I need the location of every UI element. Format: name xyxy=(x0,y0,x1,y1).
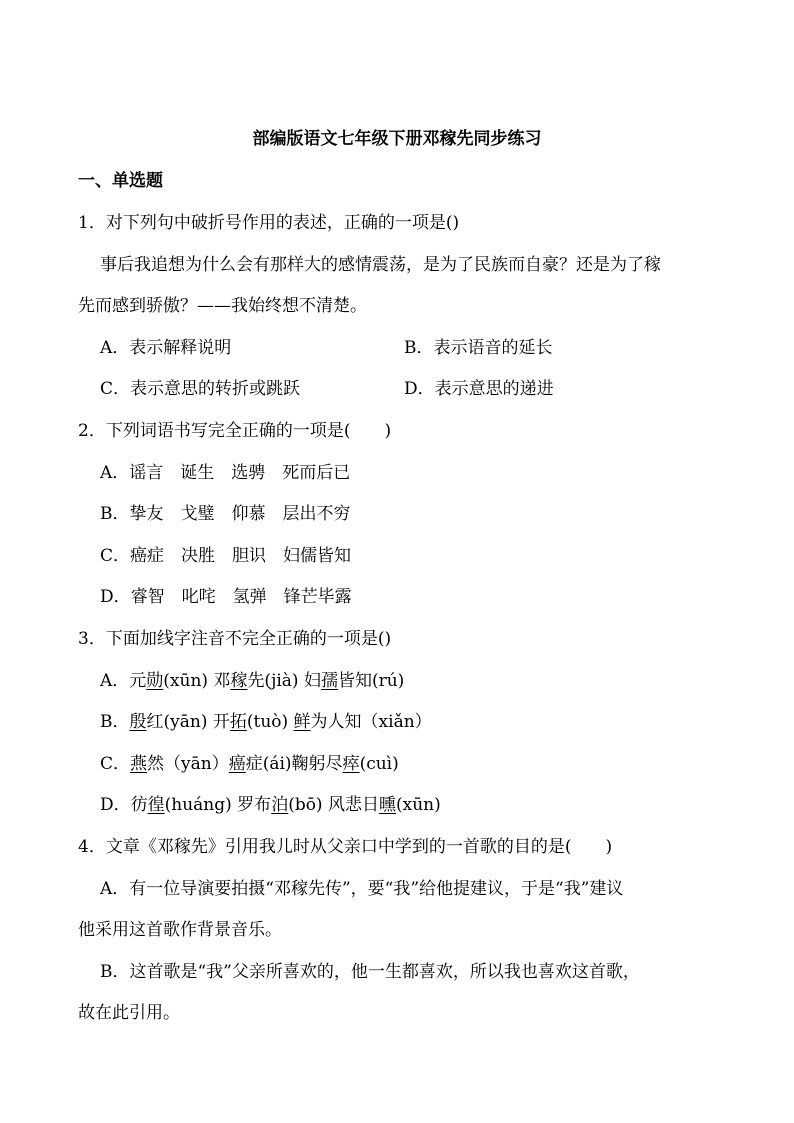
question-4-option-b-line-2: 故在此引用。 xyxy=(78,1003,180,1023)
underlined-character: 泊 xyxy=(271,795,289,815)
underlined-character: 曛 xyxy=(378,795,396,815)
question-2-option-b: B．挚友 戈璧 仰慕 层出不穷 xyxy=(100,504,351,524)
document-title: 部编版语文七年级下册邓稼先同步练习 xyxy=(252,129,542,149)
underlined-character: 鲜 xyxy=(293,712,311,732)
question-2-option-d: D．睿智 叱咤 氢弹 锋芒毕露 xyxy=(100,587,352,607)
question-3-option-c: C．燕然（yān）癌症(ái)鞠躬尽瘁(cuì) xyxy=(100,754,399,774)
question-2-option-a: A．谣言 诞生 选骋 死而后已 xyxy=(100,463,351,483)
section-heading: 一、单选题 xyxy=(78,171,163,191)
question-2-option-c: C．癌症 决胜 胆识 妇儒皆知 xyxy=(100,546,352,566)
question-1-passage-line-2: 先而感到骄傲？——我始终想不清楚。 xyxy=(78,296,367,316)
underlined-character: 徨 xyxy=(147,795,165,815)
question-1-option-d: D．表示意思的递进 xyxy=(404,379,554,399)
underlined-character: 勋 xyxy=(146,671,164,691)
question-4-option-b-line-1: B．这首歌是“我”父亲所喜欢的，他一生都喜欢，所以我也喜欢这首歌， xyxy=(100,962,640,982)
question-1-option-a: A．表示解释说明 xyxy=(100,338,232,358)
question-3-option-d: D．彷徨(huáng) 罗布泊(bō) 风悲日曛(xūn) xyxy=(100,795,441,815)
question-1-passage-line-1: 事后我追想为什么会有那样大的感情震荡，是为了民族而自豪？还是为了稼 xyxy=(100,255,661,275)
question-4-stem: 4．文章《邓稼先》引用我儿时从父亲口中学到的一首歌的目的是( ) xyxy=(78,837,613,857)
question-4-option-a-line-1: A．有一位导演要拍摄“邓稼先传”，要“我”给他提建议，于是“我”建议 xyxy=(100,879,624,899)
underlined-character: 燕 xyxy=(130,754,148,774)
underlined-character: 稼 xyxy=(230,671,248,691)
question-3-option-b: B．殷红(yān) 开拓(tuò) 鲜为人知（xiǎn） xyxy=(100,712,432,732)
underlined-character: 拓 xyxy=(229,712,247,732)
question-2-stem: 2．下列词语书写完全正确的一项是( ) xyxy=(78,421,392,441)
question-1-stem: 1．对下列句中破折号作用的表述，正确的一项是() xyxy=(78,213,460,233)
underlined-character: 癌 xyxy=(228,754,246,774)
underlined-character: 瘁 xyxy=(342,754,360,774)
question-4-option-a-line-2: 他采用这首歌作背景音乐。 xyxy=(78,920,282,940)
underlined-character: 殷 xyxy=(129,712,147,732)
question-1-option-c: C．表示意思的转折或跳跃 xyxy=(100,379,301,399)
underlined-character: 孺 xyxy=(320,671,338,691)
question-1-option-b: B．表示语音的延长 xyxy=(404,338,553,358)
question-3-stem: 3．下面加线字注音不完全正确的一项是() xyxy=(78,629,392,649)
question-3-option-a: A．元勋(xūn) 邓稼先(jià) 妇孺皆知(rú) xyxy=(100,671,405,691)
